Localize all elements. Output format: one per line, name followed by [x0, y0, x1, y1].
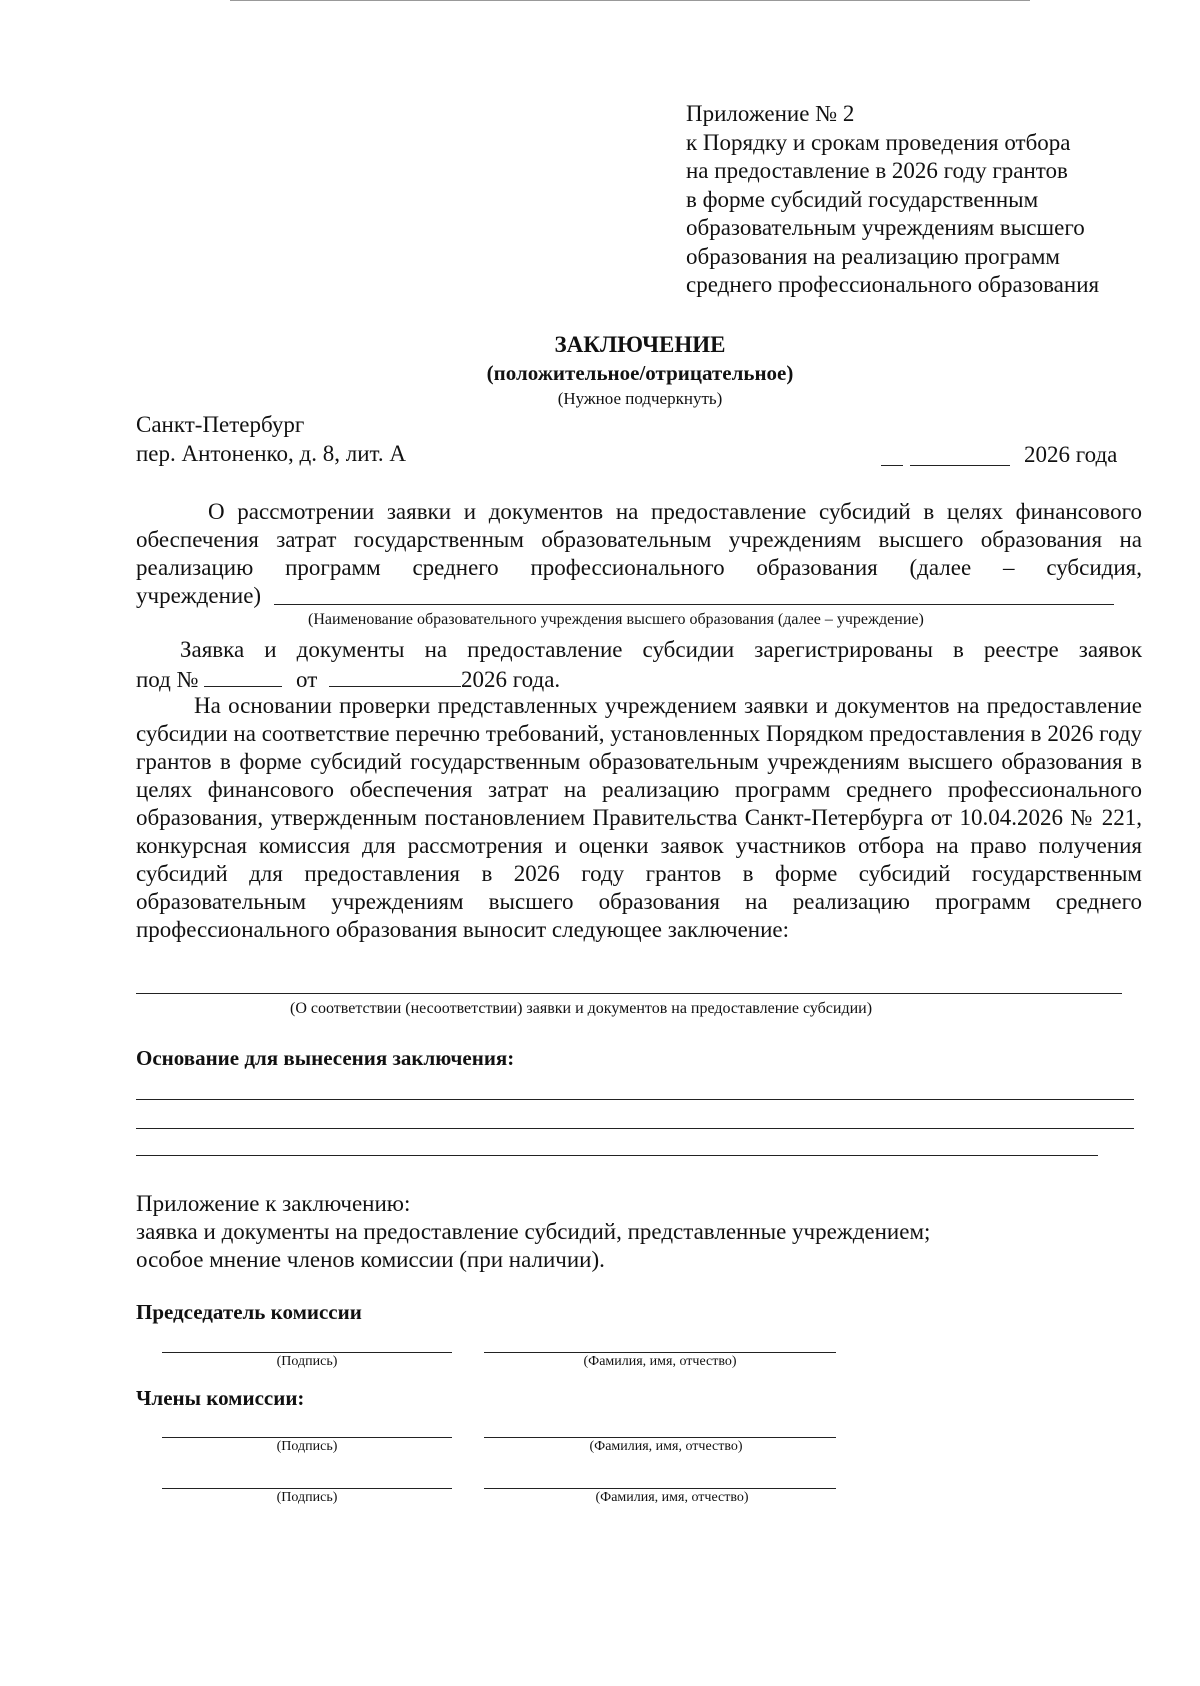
annex-line: в форме субсидий государственным	[686, 186, 1039, 212]
institution-name-blank	[274, 604, 1114, 605]
conformity-caption: (О соответствии (несоответствии) заявки и документов на предоставление субсидии)	[290, 1000, 873, 1017]
signature-caption: (Подпись)	[276, 1439, 338, 1454]
from-label: от	[296, 667, 318, 692]
grounds-label: Основание для вынесения заключения:	[136, 1046, 515, 1070]
annex-line: к Порядку и срокам проведения отбора	[686, 129, 1071, 155]
name-caption: (Фамилия, имя, отчество)	[595, 1490, 749, 1505]
signature-line	[162, 1488, 452, 1489]
document-subtitle: (положительное/отрицательное)	[486, 361, 794, 385]
scan-edge-line	[230, 0, 1030, 1]
name-line	[484, 1488, 836, 1489]
grounds-line	[136, 1155, 1098, 1156]
intro-end: учреждение)	[136, 583, 262, 608]
attachment-item: заявка и документы на предоставление субсидий, представленные учреждением;	[136, 1219, 931, 1244]
attachment-label: Приложение к заключению:	[136, 1191, 411, 1216]
grounds-line	[136, 1099, 1134, 1100]
date-month-blank	[910, 465, 1010, 466]
underline-hint: (Нужное подчеркнуть)	[557, 389, 723, 408]
attachment-item: особое мнение членов комиссии (при наличии).	[136, 1247, 605, 1272]
annex-line: Приложение № 2	[686, 101, 855, 126]
annex-line: на предоставление в 2026 году грантов	[686, 158, 1068, 183]
number-blank	[204, 664, 282, 687]
name-caption: (Фамилия, имя, отчество)	[589, 1439, 743, 1454]
name-line	[484, 1352, 836, 1353]
signature-caption: (Подпись)	[276, 1354, 338, 1369]
signature-caption: (Подпись)	[276, 1490, 338, 1505]
annex-line: образования на реализацию программ	[686, 243, 1060, 269]
document-title: ЗАКЛЮЧЕНИЕ	[554, 332, 726, 357]
conformity-blank	[136, 993, 1122, 994]
grounds-line	[136, 1128, 1134, 1129]
signature-line	[162, 1352, 452, 1353]
city: Санкт-Петербург	[136, 412, 305, 437]
date-day-blank	[881, 465, 903, 466]
intro-paragraph: О рассмотрении заявки и документов на предоставление субсидий в целях финансового обеспечения затрат государственным образовательным учреждениям высшего образования на реализацию программ среднего профессионального образования (далее – субсидия,	[136, 499, 1142, 580]
basis-paragraph: На основании проверки представленных учреждением заявки и документов на предоставление субсидии на соответствие перечню требований, установленных Порядком предоставления в 2026 году грантов в форме субсидий государственным образовательным учреждениям высшего образования в целях финансового обеспечения затрат на реализацию программ среднего профессионального образования, утвержденным постановлением Правительства Санкт-Петербурга от 10.04.2026 № 221, конкурсная комиссия для рассмотрения и оценки заявок участников отбора на право получения субсидий для предоставления в 2026 году грантов в форме субсидий государственным образовательным учреждениям высшего образования на реализацию программ среднего профессионального образования выносит следующее заключение:	[136, 693, 1142, 942]
registration-line: Заявка и документы на предоставление субсидии зарегистрированы в реестре заявок	[180, 637, 1142, 662]
registration-number-line	[136, 664, 560, 694]
annex-line: образовательным учреждениям высшего	[686, 215, 1085, 240]
date-year: 2026 года	[1024, 442, 1118, 467]
registration-date-blank	[329, 664, 461, 687]
signature-line	[162, 1437, 452, 1438]
number-label: под №	[136, 667, 199, 692]
chair-label: Председатель комиссии	[136, 1300, 362, 1324]
members-label: Члены комиссии:	[136, 1386, 305, 1410]
registration-year: 2026 года.	[461, 667, 561, 692]
name-line	[484, 1437, 836, 1438]
annex-block	[686, 100, 1099, 300]
name-caption: (Фамилия, имя, отчество)	[583, 1354, 737, 1369]
address: пер. Антоненко, д. 8, лит. А	[136, 441, 406, 466]
institution-caption: (Наименование образовательного учреждения высшего образования (далее – учреждение)	[308, 611, 924, 628]
annex-line: среднего профессионального образования	[686, 272, 1100, 297]
